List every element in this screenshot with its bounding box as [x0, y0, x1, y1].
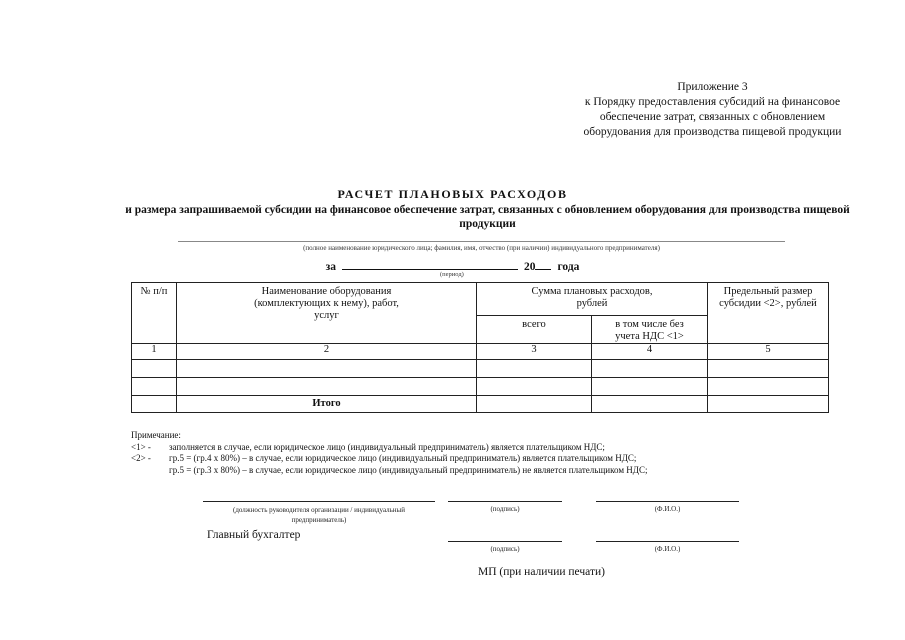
column-number: 5 [708, 344, 829, 360]
period-caption: (период) [440, 271, 464, 278]
head-signature-caption: (подпись) [490, 505, 520, 513]
notes-title: Примечание: [131, 430, 181, 440]
total-label: Итого [177, 396, 477, 413]
notes [131, 430, 647, 476]
appendix-header [560, 80, 865, 140]
column-number: 3 [477, 344, 592, 360]
note-item [131, 465, 647, 477]
column-number: 4 [592, 344, 708, 360]
accountant-signature-line [448, 541, 562, 542]
period-year-blank [535, 258, 551, 270]
chief-accountant-label: Главный бухгалтер [207, 529, 301, 541]
header-total: всего [477, 316, 592, 344]
appendix-line-3: обеспечение затрат, связанных с обновлением [599, 111, 826, 123]
header-sum: Сумма плановых расходов, рублей [477, 283, 708, 316]
note-item [131, 442, 647, 454]
period-year-prefix: 20 [523, 261, 536, 273]
period-blank [342, 258, 518, 270]
position-signature-line [203, 501, 435, 502]
note-text: заполняется в случае, если юридическое лицо (индивидуальный предприниматель) является плательщиком НДС; [169, 441, 605, 452]
accountant-signature-caption: (подпись) [490, 545, 520, 553]
table-row [132, 378, 829, 396]
accountant-name-line [596, 541, 739, 542]
note-marker: <1> - [131, 441, 151, 452]
header-name: Наименование оборудования (комплектующих к нему), работ, услуг [177, 283, 477, 344]
header-excl-vat: в том числе без учета НДС <1> [592, 316, 708, 344]
column-number: 2 [177, 344, 477, 360]
table-row [132, 360, 829, 378]
note-marker: <2> - [131, 453, 151, 463]
note-item [131, 453, 647, 465]
position-caption: (должность руководителя организации / индивидуальный предприниматель) [233, 506, 405, 524]
header-limit: Предельный размер субсидии <2>, рублей [708, 283, 829, 344]
organization-name-line [178, 241, 785, 242]
column-number: 1 [132, 344, 177, 360]
expenses-table [131, 282, 829, 413]
document-subtitle: и размера запрашиваемой субсидии на финансовое обеспечение затрат, связанных с обновлением оборудования для производства пищевой продукции [125, 204, 850, 230]
head-name-caption: (Ф.И.О.) [654, 505, 681, 513]
head-signature-line [448, 501, 562, 502]
accountant-name-caption: (Ф.И.О.) [654, 545, 681, 553]
period-suffix: года [557, 261, 580, 273]
period-prefix: за [325, 261, 336, 273]
note-text: гр.5 = (гр.3 х 80%) – в случае, если юридическое лицо (индивидуальный предприниматель) не является плательщиком НДС; [169, 464, 648, 475]
appendix-line-1: Приложение 3 [677, 81, 748, 93]
head-name-line [596, 501, 739, 502]
appendix-line-2: к Порядку предоставления субсидий на финансовое [584, 96, 841, 108]
header-num: № п/п [132, 283, 177, 344]
appendix-line-4: оборудования для производства пищевой продукции [583, 126, 842, 138]
total-row [132, 396, 829, 413]
stamp-note: МП (при наличии печати) [478, 566, 605, 578]
column-number-row [132, 344, 829, 360]
organization-name-caption: (полное наименование юридического лица; фамилия, имя, отчество (при наличии) индивидуального предпринимателя) [303, 244, 660, 252]
document-title: РАСЧЕТ ПЛАНОВЫХ РАСХОДОВ [337, 187, 568, 201]
note-text: гр.5 = (гр.4 х 80%) – в случае, если юридическое лицо (индивидуальный предприниматель) является плательщиком НДС; [169, 453, 637, 463]
